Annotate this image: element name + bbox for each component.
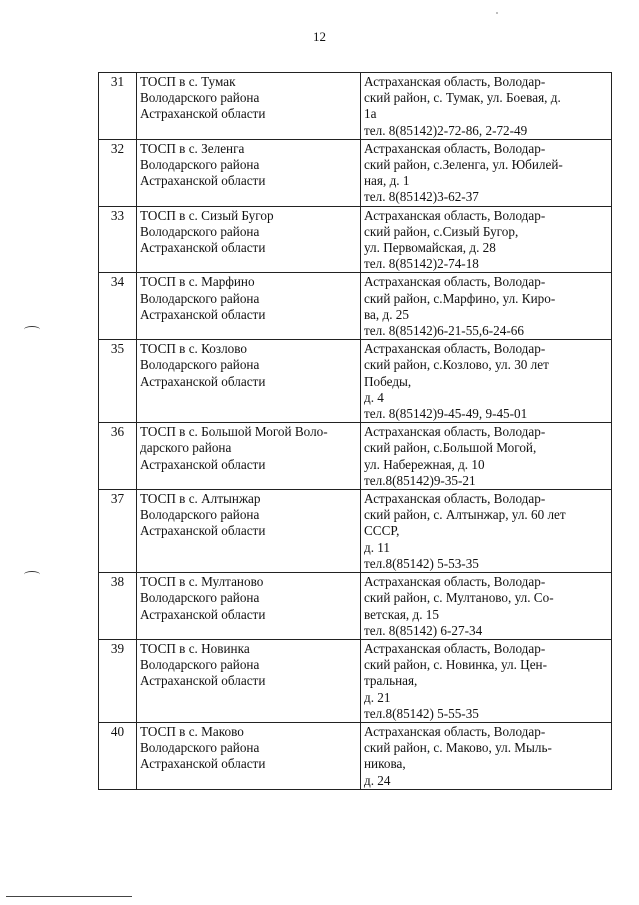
row-number: 31 — [99, 73, 137, 140]
address-line: д. 4 — [364, 389, 384, 405]
address-line: тел.8(85142) 5-53-35 — [364, 555, 479, 571]
address-line: Астраханская область, Володар- — [364, 491, 546, 507]
office-name-line: Володарского района — [140, 657, 260, 673]
office-name-line: Астраханской области — [140, 373, 266, 389]
office-name-line: Володарского района — [140, 223, 260, 239]
row-number: 35 — [99, 340, 137, 423]
row-number: 32 — [99, 139, 137, 206]
office-name-line: Володарского района — [140, 507, 260, 523]
address-line: ский район, с.Козлово, ул. 30 лет — [364, 357, 549, 373]
address-line: 1а — [364, 106, 377, 122]
table-row — [99, 139, 612, 206]
address-cell — [361, 340, 612, 423]
office-name-cell — [137, 573, 361, 640]
address-line: тел. 8(85142)9-45-49, 9-45-01 — [364, 406, 528, 422]
address-line: ский район, с.Марфино, ул. Киро- — [364, 290, 556, 306]
office-name-line: Астраханской области — [140, 106, 266, 122]
address-line: тел. 8(85142) 6-27-34 — [364, 622, 483, 638]
address-cell — [361, 573, 612, 640]
office-name-line: Астраханской области — [140, 240, 266, 256]
office-name-line: Астраханской области — [140, 173, 266, 189]
office-name-line: ТОСП в с. Козлово — [140, 341, 247, 357]
address-line: д. 21 — [364, 689, 391, 705]
address-line: Астраханская область, Володар- — [364, 723, 546, 739]
office-name-line: ТОСП в с. Марфино — [140, 274, 255, 290]
table-row — [99, 273, 612, 340]
office-name-cell — [137, 340, 361, 423]
table-row — [99, 490, 612, 573]
address-line: ский район, с.Зеленга, ул. Юбилей- — [364, 157, 563, 173]
address-line: Астраханская область, Володар- — [364, 140, 546, 156]
table-row — [99, 206, 612, 273]
office-name-line: ТОСП в с. Зеленга — [140, 140, 245, 156]
row-number: 33 — [99, 206, 137, 273]
office-name-cell — [137, 490, 361, 573]
row-number: 34 — [99, 273, 137, 340]
address-line: ул. Набережная, д. 10 — [364, 456, 485, 472]
office-name-line: Астраханской области — [140, 306, 266, 322]
address-line: ул. Первомайская, д. 28 — [364, 240, 496, 256]
address-line: тел. 8(85142)6-21-55,6-24-66 — [364, 323, 524, 339]
office-name-line: ТОСП в с. Сизый Бугор — [140, 207, 274, 223]
table-row — [99, 639, 612, 722]
address-line: Победы, — [364, 373, 412, 389]
address-line: ная, д. 1 — [364, 173, 410, 189]
address-cell — [361, 490, 612, 573]
address-cell — [361, 73, 612, 140]
office-name-line: Володарского района — [140, 90, 260, 106]
address-line: тел.8(85142)9-35-21 — [364, 472, 476, 488]
address-line: Астраханская область, Володар- — [364, 574, 546, 590]
address-line: СССР, — [364, 523, 400, 539]
table-body — [99, 73, 612, 790]
office-name-cell — [137, 423, 361, 490]
office-name-cell — [137, 139, 361, 206]
scan-edge-mark — [24, 326, 40, 333]
table-row — [99, 573, 612, 640]
table-row — [99, 423, 612, 490]
address-line: тральная, — [364, 673, 418, 689]
address-line: ский район, с.Сизый Бугор, — [364, 223, 519, 239]
address-line: Астраханская область, Володар- — [364, 341, 546, 357]
offices-table — [98, 72, 612, 790]
address-line: ский район, с. Алтынжар, ул. 60 лет — [364, 507, 566, 523]
address-cell — [361, 206, 612, 273]
row-number: 39 — [99, 639, 137, 722]
address-line: д. 11 — [364, 539, 391, 555]
office-name-line: ТОСП в с. Большой Могой Воло- — [140, 424, 328, 440]
address-line: ский район, с. Тумак, ул. Боевая, д. — [364, 90, 561, 106]
address-line: ский район, с.Большой Могой, — [364, 440, 537, 456]
table-row — [99, 73, 612, 140]
address-line: ский район, с. Мултаново, ул. Со- — [364, 590, 554, 606]
page-number: 12 — [313, 29, 326, 44]
address-line: Астраханская область, Володар- — [364, 424, 546, 440]
address-line: тел. 8(85142)3-62-37 — [364, 189, 479, 205]
address-line: д. 24 — [364, 772, 391, 788]
office-name-line: Астраханской области — [140, 756, 266, 772]
address-cell — [361, 139, 612, 206]
address-cell — [361, 423, 612, 490]
scan-edge-mark — [24, 571, 40, 578]
address-line: Астраханская область, Володар- — [364, 207, 546, 223]
address-cell — [361, 273, 612, 340]
office-name-cell — [137, 639, 361, 722]
address-line: ский район, с. Новинка, ул. Цен- — [364, 657, 547, 673]
row-number: 36 — [99, 423, 137, 490]
address-line: никова, — [364, 756, 406, 772]
address-cell — [361, 639, 612, 722]
row-number: 38 — [99, 573, 137, 640]
footer-rule — [6, 896, 132, 897]
office-name-line: ТОСП в с. Новинка — [140, 640, 250, 656]
address-line: ский район, с. Маково, ул. Мыль- — [364, 740, 552, 756]
table-row — [99, 722, 612, 789]
office-name-cell — [137, 722, 361, 789]
office-name-line: ТОСП в с. Маково — [140, 723, 244, 739]
office-name-cell — [137, 273, 361, 340]
row-number: 37 — [99, 490, 137, 573]
office-name-line: Володарского района — [140, 157, 260, 173]
office-name-line: Астраханской области — [140, 606, 266, 622]
address-line: ва, д. 25 — [364, 306, 409, 322]
office-name-line: дарского района — [140, 440, 232, 456]
office-name-cell — [137, 73, 361, 140]
address-line: Астраханская область, Володар- — [364, 74, 546, 89]
table-row — [99, 340, 612, 423]
office-name-line: Володарского района — [140, 290, 260, 306]
row-number: 40 — [99, 722, 137, 789]
address-line: тел.8(85142) 5-55-35 — [364, 705, 479, 721]
office-name-line: ТОСП в с. Алтынжар — [140, 491, 261, 507]
scan-speck — [496, 12, 498, 14]
office-name-cell — [137, 206, 361, 273]
office-name-line: Володарского района — [140, 590, 260, 606]
office-name-line: ТОСП в с. Тумак — [140, 74, 236, 89]
address-line: Астраханская область, Володар- — [364, 640, 546, 656]
office-name-line: Астраханской области — [140, 673, 266, 689]
address-line: Астраханская область, Володар- — [364, 274, 546, 290]
office-name-line: ТОСП в с. Мултаново — [140, 574, 264, 590]
office-name-line: Астраханской области — [140, 456, 266, 472]
address-cell — [361, 722, 612, 789]
office-name-line: Володарского района — [140, 740, 260, 756]
address-line: ветская, д. 15 — [364, 606, 439, 622]
office-name-line: Володарского района — [140, 357, 260, 373]
office-name-line: Астраханской области — [140, 523, 266, 539]
address-line: тел. 8(85142)2-72-86, 2-72-49 — [364, 122, 528, 138]
address-line: тел. 8(85142)2-74-18 — [364, 256, 479, 272]
